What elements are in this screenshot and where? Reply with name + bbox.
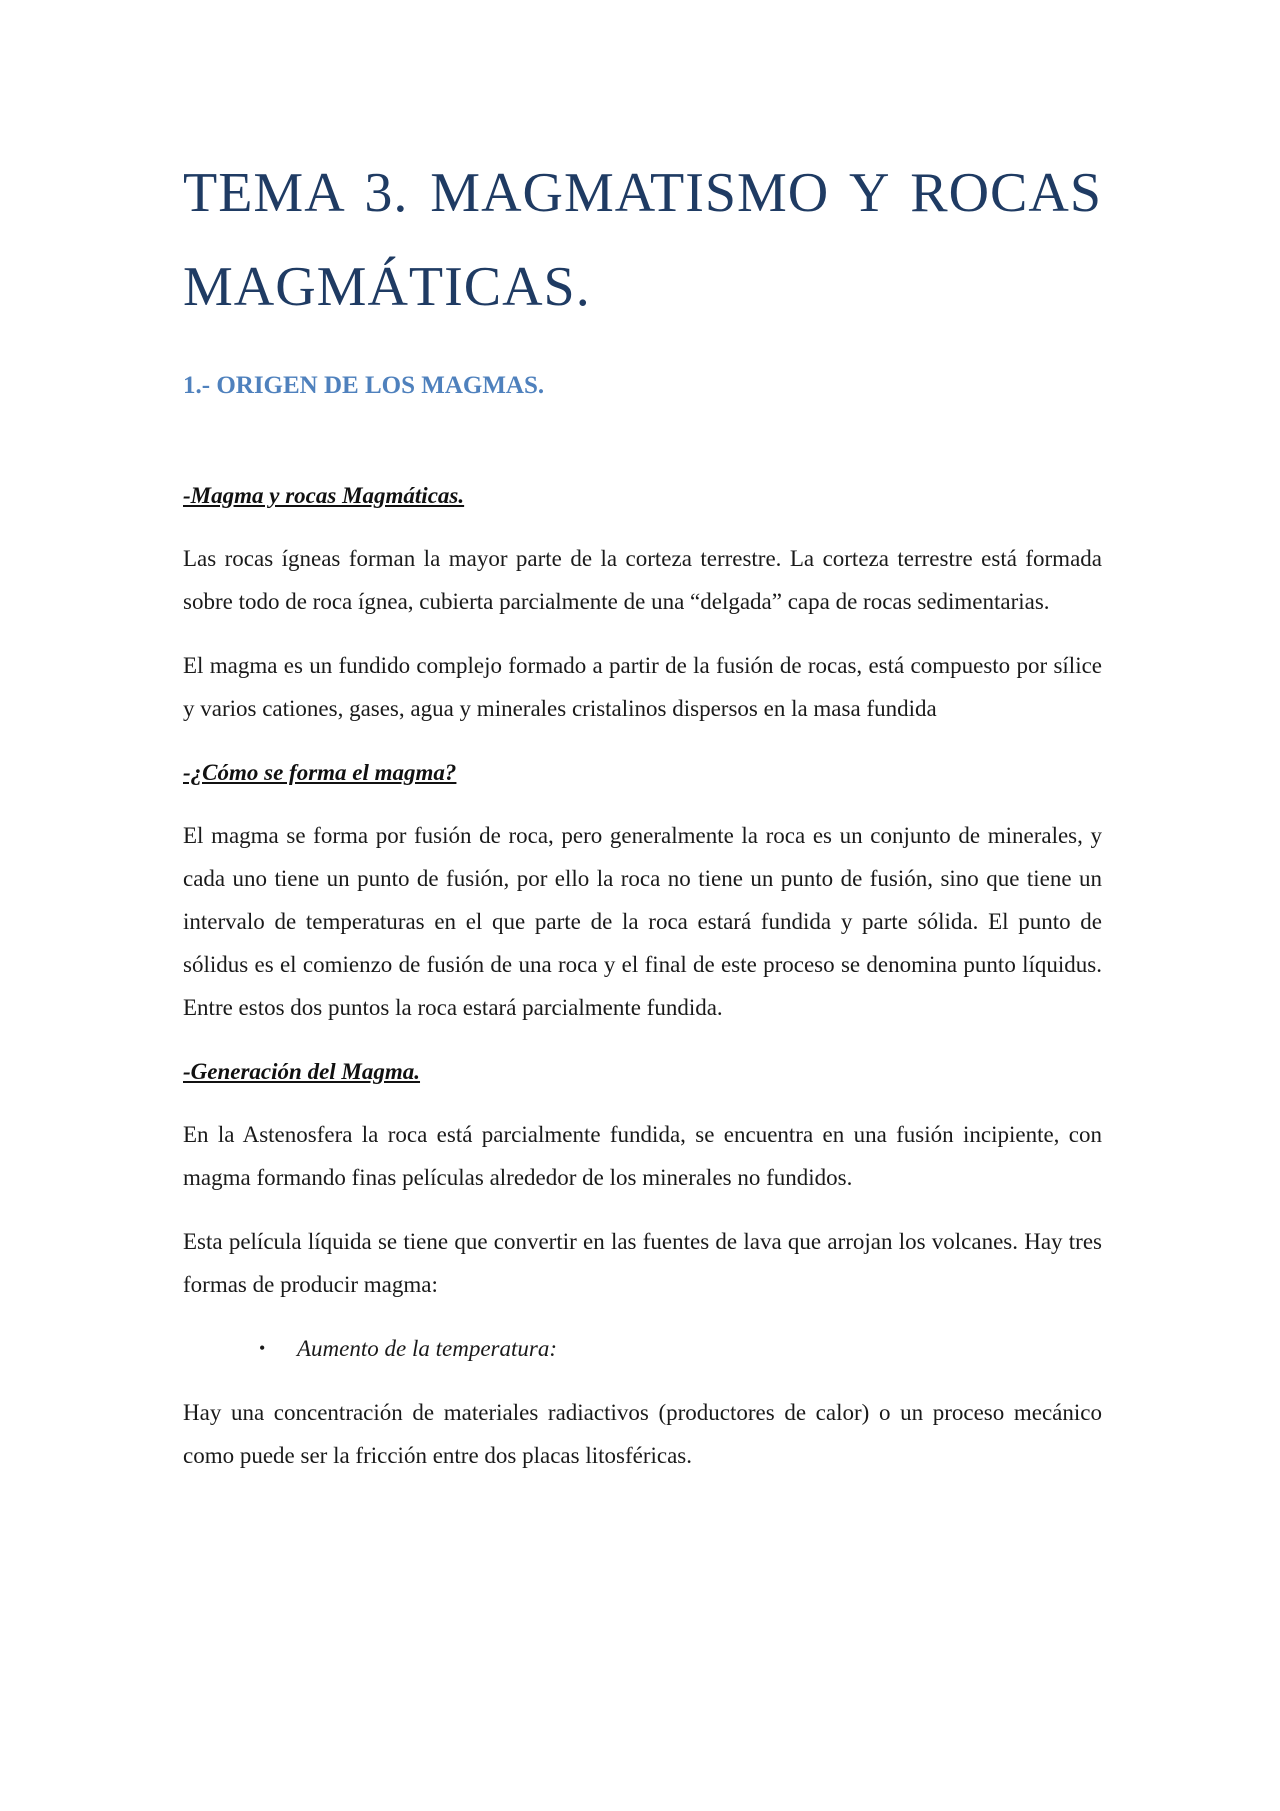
paragraph-definicion-magma: El magma es un fundido complejo formado a partir de la fusión de rocas, está compuesto por sílice y varios cationes, gases, agua y minerales cristalinos dispersos en la masa fundida: [183, 653, 1102, 721]
subheading-generacion-magma: -Generación del Magma.: [183, 1059, 421, 1084]
paragraph-fusion-roca: El magma se forma por fusión de roca, pero generalmente la roca es un conjunto de minerales, y cada uno tiene un punto de fusión, por ello la roca no tiene un punto de fusión, sino que tiene un intervalo de temperaturas en el que parte de la roca estará fundida y parte sólida. El punto de sólidus es el comienzo de fusión de una roca y el final de este proceso se denomina punto líquidus. Entre estos dos puntos la roca estará parcialmente fundida.: [183, 823, 1102, 1020]
paragraph-astenosfera: En la Astenosfera la roca está parcialmente fundida, se encuentra en una fusión incipiente, con magma formando finas películas alrededor de los minerales no fundidos.: [183, 1122, 1102, 1190]
paragraph-rocas-igneas: Las rocas ígneas forman la mayor parte de la corteza terrestre. La corteza terrestre está formada sobre todo de roca ígnea, cubierta parcialmente de una “delgada” capa de rocas sedimentarias.: [183, 546, 1102, 614]
paragraph-pelicula-liquida: Esta película líquida se tiene que convertir en las fuentes de lava que arrojan los volcanes. Hay tres formas de producir magma:: [183, 1229, 1102, 1297]
subheading-magma-rocas: -Magma y rocas Magmáticas.: [183, 483, 465, 508]
list-item: [183, 1327, 1102, 1370]
subheading-como-se-forma: -¿Cómo se forma el magma?: [183, 760, 457, 785]
document-body: [183, 474, 1102, 1498]
section-heading: 1.- ORIGEN DE LOS MAGMAS.: [183, 372, 545, 399]
document-title: TEMA 3. MAGMATISMO Y ROCAS MAGMÁTICAS.: [183, 162, 1102, 318]
bullet-icon: •: [259, 1338, 266, 1358]
bullet-text: Aumento de la temperatura:: [297, 1336, 557, 1361]
paragraph-materiales-radiactivos: Hay una concentración de materiales radiactivos (productores de calor) o un proceso mecánico como puede ser la fricción entre dos placas litosféricas.: [183, 1400, 1102, 1468]
